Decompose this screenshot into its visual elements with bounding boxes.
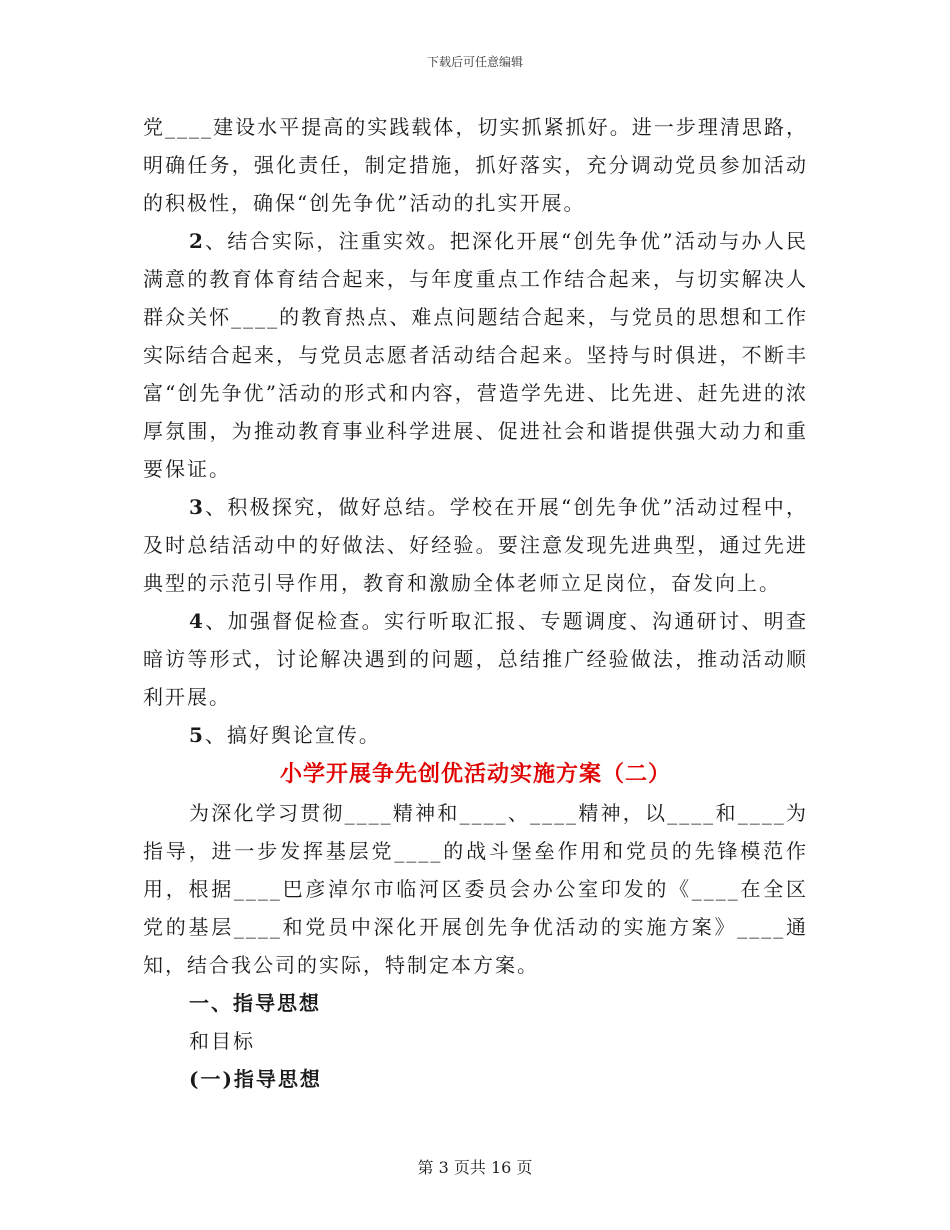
paragraph-continuation: 党____建设水平提高的实践载体，切实抓紧抓好。进一步理清思路，明确任务，强化责任，制定措施，抓好落实，充分调动党员参加活动的积极性，确保“创先争优”活动的扎实开展。 [143,115,808,215]
list-item-text: 、积极探究，做好总结。学校在开展“创先争优”活动过程中，及时总结活动中的好做法、好经验。要注意发现先进典型，通过先进典型的示范引导作用，教育和激励全体老师立足岗位，奋发向上。 [143,495,808,595]
heading-guiding-ideology: 一、指导思想 [189,991,321,1015]
list-item-3 [143,488,808,602]
list-item-number: 3 [189,495,205,519]
list-item-text: 、结合实际，注重实效。把深化开展“创先争优”活动与办人民满意的教育体育结合起来，与年度重点工作结合起来，与切实解决人群众关怀____的教育热点、难点问题结合起来，与党员的思想和工作实际结合起来，与党员志愿者活动结合起来。坚持与时俱进，不断丰富“创先争优”活动的形式和内容，营造学先进、比先进、赶先进的浓厚氛围，为推动教育事业科学进展、促进社会和谐提供强大动力和重要保证。 [143,229,808,481]
list-item-4 [143,602,808,716]
page-number: 第 3 页共 16 页 [417,1158,533,1177]
subheading-guiding-ideology: (一)指导思想 [189,1067,322,1091]
list-item-5 [143,716,808,754]
list-item-2 [143,222,808,488]
list-item-number: 4 [189,609,205,633]
list-item-number: 5 [189,723,205,747]
list-item-text: 、加强督促检查。实行听取汇报、专题调度、沟通研讨、明查暗访等形式，讨论解决遇到的问题，总结推广经验做法，推动活动顺利开展。 [143,609,808,709]
document-body [143,108,808,1098]
section-title: 小学开展争先创优活动实施方案（二） [279,761,671,787]
page-header: 下载后可任意编辑 [426,55,523,69]
list-item-number: 2 [189,229,205,253]
heading-subtext: 和目标 [189,1029,255,1053]
list-item-text: 、搞好舆论宣传。 [204,723,381,747]
intro-paragraph: 为深化学习贯彻____精神和____、____精神，以____和____为指导，进一步发挥基层党____的战斗堡垒作用和党员的先锋模范作用，根据____巴彦淖尔市临河区委员会办公室印发的《____在全区党的基层____和党员中深化开展创先争优活动的实施方案》____通知，结合我公司的实际，特制定本方案。 [143,801,808,977]
